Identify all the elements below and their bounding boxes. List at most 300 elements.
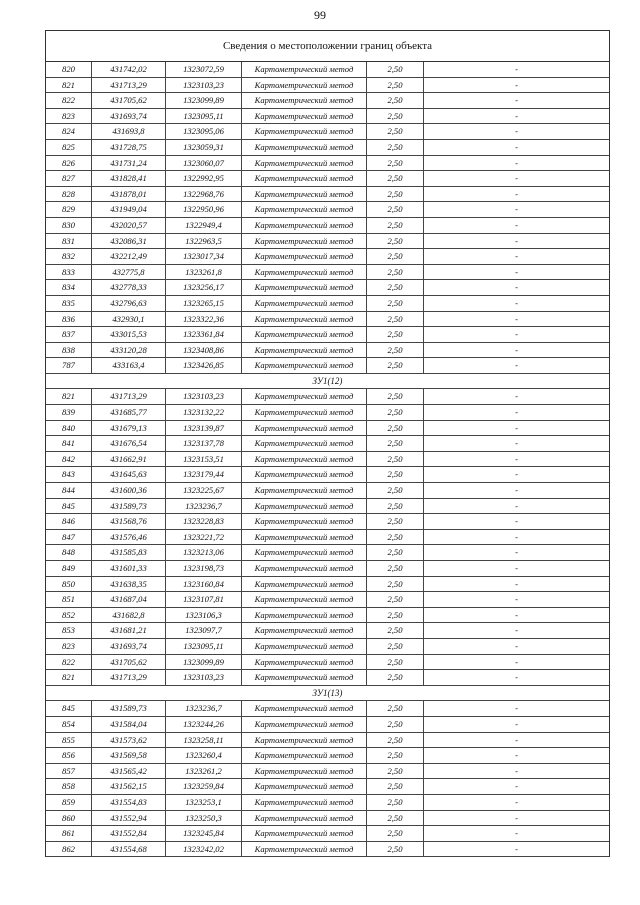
point-number-cell: 840 <box>46 421 92 436</box>
y-coordinate-cell: 1323017,34 <box>166 249 242 264</box>
x-coordinate-cell: 431693,8 <box>92 124 166 139</box>
x-coordinate-cell: 431584,04 <box>92 717 166 732</box>
description-cell: - <box>515 329 518 340</box>
y-coordinate-cell: 1323228,83 <box>166 514 242 529</box>
section-title: ЗУ1(13) <box>46 686 609 702</box>
accuracy-cell: 2,50 <box>367 187 424 202</box>
boundary-table <box>45 30 610 857</box>
table-row <box>46 405 609 421</box>
y-coordinate-cell: 1323107,81 <box>166 592 242 607</box>
point-number-cell: 821 <box>46 78 92 93</box>
x-coordinate-cell: 431565,42 <box>92 764 166 779</box>
description-cell: - <box>515 453 518 464</box>
point-number-cell: 830 <box>46 218 92 233</box>
description-cell: - <box>515 734 518 745</box>
y-coordinate-cell: 1323132,22 <box>166 405 242 420</box>
x-coordinate-cell: 431687,04 <box>92 592 166 607</box>
x-coordinate-cell: 432086,31 <box>92 234 166 249</box>
method-cell: Картометрический метод <box>242 826 367 841</box>
accuracy-cell: 2,50 <box>367 296 424 311</box>
method-cell: Картометрический метод <box>242 296 367 311</box>
x-coordinate-cell: 431682,8 <box>92 608 166 623</box>
table-row <box>46 842 609 858</box>
table-row <box>46 779 609 795</box>
table-row <box>46 343 609 359</box>
x-coordinate-cell: 431552,84 <box>92 826 166 841</box>
page-number: 99 <box>314 8 326 22</box>
y-coordinate-cell: 1323322,36 <box>166 312 242 327</box>
y-coordinate-cell: 1323242,02 <box>166 842 242 857</box>
y-coordinate-cell: 1323198,73 <box>166 561 242 576</box>
x-coordinate-cell: 431554,83 <box>92 795 166 810</box>
description-cell: - <box>515 126 518 137</box>
table-row <box>46 499 609 515</box>
method-cell: Картометрический метод <box>242 655 367 670</box>
x-coordinate-cell: 431949,04 <box>92 202 166 217</box>
y-coordinate-cell: 1323106,3 <box>166 608 242 623</box>
x-coordinate-cell: 431662,91 <box>92 452 166 467</box>
x-coordinate-cell: 431742,02 <box>92 62 166 77</box>
accuracy-cell: 2,50 <box>367 265 424 280</box>
description-cell: - <box>515 173 518 184</box>
description-cell: - <box>515 64 518 74</box>
point-number-cell: 827 <box>46 171 92 186</box>
point-number-cell: 854 <box>46 717 92 732</box>
description-cell: - <box>515 672 518 683</box>
table-row <box>46 655 609 671</box>
method-cell: Картометрический метод <box>242 545 367 560</box>
y-coordinate-cell: 1323160,84 <box>166 577 242 592</box>
accuracy-cell: 2,50 <box>367 327 424 342</box>
method-cell: Картометрический метод <box>242 748 367 763</box>
y-coordinate-cell: 1323408,86 <box>166 343 242 358</box>
point-number-cell: 858 <box>46 779 92 794</box>
description-cell: - <box>515 157 518 168</box>
table-row <box>46 701 609 717</box>
accuracy-cell: 2,50 <box>367 655 424 670</box>
description-cell: - <box>515 500 518 511</box>
description-cell: - <box>515 313 518 324</box>
description-cell: - <box>515 594 518 605</box>
y-coordinate-cell: 1323265,15 <box>166 296 242 311</box>
method-cell: Картометрический метод <box>242 405 367 420</box>
method-cell: Картометрический метод <box>242 187 367 202</box>
x-coordinate-cell: 432778,33 <box>92 280 166 295</box>
table-row <box>46 140 609 156</box>
table-row <box>46 639 609 655</box>
point-number-cell: 820 <box>46 62 92 77</box>
table-row <box>46 109 609 125</box>
description-cell: - <box>515 219 518 230</box>
x-coordinate-cell: 431568,76 <box>92 514 166 529</box>
point-number-cell: 831 <box>46 234 92 249</box>
x-coordinate-cell: 432020,57 <box>92 218 166 233</box>
method-cell: Картометрический метод <box>242 733 367 748</box>
description-cell: - <box>515 609 518 620</box>
accuracy-cell: 2,50 <box>367 202 424 217</box>
x-coordinate-cell: 431569,58 <box>92 748 166 763</box>
description-cell: - <box>515 438 518 449</box>
description-cell: - <box>515 204 518 215</box>
table-row <box>46 358 609 374</box>
x-coordinate-cell: 431693,74 <box>92 639 166 654</box>
x-coordinate-cell: 431685,77 <box>92 405 166 420</box>
method-cell: Картометрический метод <box>242 156 367 171</box>
description-cell: - <box>515 110 518 121</box>
point-number-cell: 847 <box>46 530 92 545</box>
method-cell: Картометрический метод <box>242 218 367 233</box>
point-number-cell: 860 <box>46 811 92 826</box>
table-row <box>46 467 609 483</box>
accuracy-cell: 2,50 <box>367 717 424 732</box>
point-number-cell: 824 <box>46 124 92 139</box>
description-cell: - <box>515 547 518 558</box>
method-cell: Картометрический метод <box>242 124 367 139</box>
table-row <box>46 202 609 218</box>
method-cell: Картометрический метод <box>242 234 367 249</box>
point-number-cell: 822 <box>46 93 92 108</box>
point-number-cell: 841 <box>46 436 92 451</box>
table-row <box>46 78 609 94</box>
point-number-cell: 829 <box>46 202 92 217</box>
accuracy-cell: 2,50 <box>367 280 424 295</box>
point-number-cell: 838 <box>46 343 92 358</box>
accuracy-cell: 2,50 <box>367 389 424 404</box>
y-coordinate-cell: 1323261,8 <box>166 265 242 280</box>
point-number-cell: 835 <box>46 296 92 311</box>
point-number-cell: 851 <box>46 592 92 607</box>
description-cell: - <box>515 812 518 823</box>
y-coordinate-cell: 1323103,23 <box>166 78 242 93</box>
x-coordinate-cell: 431878,01 <box>92 187 166 202</box>
y-coordinate-cell: 1322992,95 <box>166 171 242 186</box>
y-coordinate-cell: 1323225,67 <box>166 483 242 498</box>
point-number-cell: 826 <box>46 156 92 171</box>
table-row <box>46 249 609 265</box>
y-coordinate-cell: 1322949,4 <box>166 218 242 233</box>
table-row <box>46 623 609 639</box>
table-row <box>46 312 609 328</box>
accuracy-cell: 2,50 <box>367 545 424 560</box>
table-row <box>46 62 609 78</box>
y-coordinate-cell: 1323253,1 <box>166 795 242 810</box>
method-cell: Картометрический метод <box>242 343 367 358</box>
method-cell: Картометрический метод <box>242 670 367 685</box>
point-number-cell: 836 <box>46 312 92 327</box>
y-coordinate-cell: 1323179,44 <box>166 467 242 482</box>
accuracy-cell: 2,50 <box>367 592 424 607</box>
x-coordinate-cell: 433120,28 <box>92 343 166 358</box>
accuracy-cell: 2,50 <box>367 779 424 794</box>
y-coordinate-cell: 1323426,85 <box>166 358 242 373</box>
x-coordinate-cell: 431601,33 <box>92 561 166 576</box>
table-row <box>46 421 609 437</box>
accuracy-cell: 2,50 <box>367 483 424 498</box>
description-cell: - <box>515 718 518 729</box>
accuracy-cell: 2,50 <box>367 608 424 623</box>
description-cell: - <box>515 344 518 355</box>
table-row <box>46 218 609 234</box>
y-coordinate-cell: 1323153,51 <box>166 452 242 467</box>
x-coordinate-cell: 431645,63 <box>92 467 166 482</box>
table-row <box>46 826 609 842</box>
accuracy-cell: 2,50 <box>367 514 424 529</box>
table-row <box>46 171 609 187</box>
accuracy-cell: 2,50 <box>367 343 424 358</box>
method-cell: Картометрический метод <box>242 452 367 467</box>
point-number-cell: 856 <box>46 748 92 763</box>
description-cell: - <box>515 422 518 433</box>
point-number-cell: 845 <box>46 499 92 514</box>
method-cell: Картометрический метод <box>242 530 367 545</box>
y-coordinate-cell: 1323244,26 <box>166 717 242 732</box>
table-row <box>46 124 609 140</box>
accuracy-cell: 2,50 <box>367 811 424 826</box>
table-row <box>46 545 609 561</box>
table-row <box>46 436 609 452</box>
description-cell: - <box>515 297 518 308</box>
y-coordinate-cell: 1323260,4 <box>166 748 242 763</box>
description-cell: - <box>515 360 518 371</box>
x-coordinate-cell: 431638,35 <box>92 577 166 592</box>
point-number-cell: 828 <box>46 187 92 202</box>
point-number-cell: 861 <box>46 826 92 841</box>
point-number-cell: 787 <box>46 358 92 373</box>
point-number-cell: 843 <box>46 467 92 482</box>
method-cell: Картометрический метод <box>242 608 367 623</box>
x-coordinate-cell: 431731,24 <box>92 156 166 171</box>
point-number-cell: 823 <box>46 109 92 124</box>
x-coordinate-cell: 433015,53 <box>92 327 166 342</box>
table-row <box>46 156 609 172</box>
method-cell: Картометрический метод <box>242 842 367 857</box>
accuracy-cell: 2,50 <box>367 78 424 93</box>
accuracy-cell: 2,50 <box>367 249 424 264</box>
method-cell: Картометрический метод <box>242 795 367 810</box>
accuracy-cell: 2,50 <box>367 109 424 124</box>
x-coordinate-cell: 431828,41 <box>92 171 166 186</box>
accuracy-cell: 2,50 <box>367 140 424 155</box>
method-cell: Картометрический метод <box>242 389 367 404</box>
point-number-cell: 862 <box>46 842 92 857</box>
point-number-cell: 823 <box>46 639 92 654</box>
point-number-cell: 825 <box>46 140 92 155</box>
x-coordinate-cell: 431713,29 <box>92 78 166 93</box>
method-cell: Картометрический метод <box>242 779 367 794</box>
method-cell: Картометрический метод <box>242 514 367 529</box>
y-coordinate-cell: 1323261,2 <box>166 764 242 779</box>
method-cell: Картометрический метод <box>242 436 367 451</box>
x-coordinate-cell: 431562,15 <box>92 779 166 794</box>
table-row <box>46 577 609 593</box>
table-row <box>46 561 609 577</box>
y-coordinate-cell: 1323250,3 <box>166 811 242 826</box>
table-row <box>46 483 609 499</box>
x-coordinate-cell: 431676,54 <box>92 436 166 451</box>
method-cell: Картометрический метод <box>242 140 367 155</box>
y-coordinate-cell: 1323097,7 <box>166 623 242 638</box>
y-coordinate-cell: 1323060,07 <box>166 156 242 171</box>
table-row <box>46 452 609 468</box>
table-row <box>46 764 609 780</box>
y-coordinate-cell: 1323258,11 <box>166 733 242 748</box>
y-coordinate-cell: 1323059,31 <box>166 140 242 155</box>
method-cell: Картометрический метод <box>242 483 367 498</box>
accuracy-cell: 2,50 <box>367 218 424 233</box>
accuracy-cell: 2,50 <box>367 405 424 420</box>
table-row <box>46 795 609 811</box>
accuracy-cell: 2,50 <box>367 701 424 716</box>
method-cell: Картометрический метод <box>242 249 367 264</box>
method-cell: Картометрический метод <box>242 467 367 482</box>
description-cell: - <box>515 828 518 839</box>
description-cell: - <box>515 656 518 667</box>
accuracy-cell: 2,50 <box>367 156 424 171</box>
accuracy-cell: 2,50 <box>367 93 424 108</box>
description-cell: - <box>515 391 518 402</box>
x-coordinate-cell: 432212,49 <box>92 249 166 264</box>
y-coordinate-cell: 1323072,59 <box>166 62 242 77</box>
description-cell: - <box>515 781 518 792</box>
accuracy-cell: 2,50 <box>367 577 424 592</box>
table-body <box>46 62 609 857</box>
method-cell: Картометрический метод <box>242 280 367 295</box>
y-coordinate-cell: 1323259,84 <box>166 779 242 794</box>
point-number-cell: 833 <box>46 265 92 280</box>
description-cell: - <box>515 251 518 262</box>
x-coordinate-cell: 431600,36 <box>92 483 166 498</box>
table-row <box>46 265 609 281</box>
accuracy-cell: 2,50 <box>367 670 424 685</box>
method-cell: Картометрический метод <box>242 265 367 280</box>
y-coordinate-cell: 1323095,11 <box>166 109 242 124</box>
accuracy-cell: 2,50 <box>367 639 424 654</box>
x-coordinate-cell: 433163,4 <box>92 358 166 373</box>
y-coordinate-cell: 1323099,89 <box>166 93 242 108</box>
x-coordinate-cell: 432775,8 <box>92 265 166 280</box>
method-cell: Картометрический метод <box>242 592 367 607</box>
description-cell: - <box>515 79 518 90</box>
method-cell: Картометрический метод <box>242 358 367 373</box>
x-coordinate-cell: 432796,63 <box>92 296 166 311</box>
table-row <box>46 389 609 405</box>
point-number-cell: 842 <box>46 452 92 467</box>
point-number-cell: 859 <box>46 795 92 810</box>
y-coordinate-cell: 1323236,7 <box>166 701 242 716</box>
x-coordinate-cell: 431589,73 <box>92 499 166 514</box>
description-cell: - <box>515 516 518 527</box>
y-coordinate-cell: 1322950,96 <box>166 202 242 217</box>
y-coordinate-cell: 1323103,23 <box>166 670 242 685</box>
description-cell: - <box>515 485 518 496</box>
description-cell: - <box>515 765 518 776</box>
point-number-cell: 857 <box>46 764 92 779</box>
point-number-cell: 845 <box>46 701 92 716</box>
x-coordinate-cell: 431713,29 <box>92 389 166 404</box>
y-coordinate-cell: 1323256,17 <box>166 280 242 295</box>
point-number-cell: 834 <box>46 280 92 295</box>
accuracy-cell: 2,50 <box>367 842 424 857</box>
table-title: Сведения о местоположении границ объекта <box>46 31 609 62</box>
method-cell: Картометрический метод <box>242 62 367 77</box>
point-number-cell: 848 <box>46 545 92 560</box>
y-coordinate-cell: 1323236,7 <box>166 499 242 514</box>
accuracy-cell: 2,50 <box>367 436 424 451</box>
y-coordinate-cell: 1323095,06 <box>166 124 242 139</box>
y-coordinate-cell: 1322968,76 <box>166 187 242 202</box>
accuracy-cell: 2,50 <box>367 62 424 77</box>
description-cell: - <box>515 843 518 854</box>
y-coordinate-cell: 1323139,87 <box>166 421 242 436</box>
method-cell: Картометрический метод <box>242 327 367 342</box>
x-coordinate-cell: 431681,21 <box>92 623 166 638</box>
table-row <box>46 234 609 250</box>
accuracy-cell: 2,50 <box>367 764 424 779</box>
table-row <box>46 608 609 624</box>
method-cell: Картометрический метод <box>242 421 367 436</box>
accuracy-cell: 2,50 <box>367 530 424 545</box>
table-row <box>46 733 609 749</box>
x-coordinate-cell: 431705,62 <box>92 655 166 670</box>
method-cell: Картометрический метод <box>242 93 367 108</box>
x-coordinate-cell: 431576,46 <box>92 530 166 545</box>
x-coordinate-cell: 431728,75 <box>92 140 166 155</box>
description-cell: - <box>515 188 518 199</box>
accuracy-cell: 2,50 <box>367 467 424 482</box>
y-coordinate-cell: 1323099,89 <box>166 655 242 670</box>
x-coordinate-cell: 431573,62 <box>92 733 166 748</box>
accuracy-cell: 2,50 <box>367 748 424 763</box>
accuracy-cell: 2,50 <box>367 421 424 436</box>
table-row <box>46 592 609 608</box>
accuracy-cell: 2,50 <box>367 499 424 514</box>
method-cell: Картометрический метод <box>242 623 367 638</box>
description-cell: - <box>515 407 518 418</box>
accuracy-cell: 2,50 <box>367 795 424 810</box>
table-row <box>46 327 609 343</box>
point-number-cell: 852 <box>46 608 92 623</box>
method-cell: Картометрический метод <box>242 561 367 576</box>
accuracy-cell: 2,50 <box>367 623 424 638</box>
point-number-cell: 832 <box>46 249 92 264</box>
method-cell: Картометрический метод <box>242 499 367 514</box>
point-number-cell: 822 <box>46 655 92 670</box>
point-number-cell: 837 <box>46 327 92 342</box>
point-number-cell: 850 <box>46 577 92 592</box>
table-row <box>46 530 609 546</box>
y-coordinate-cell: 1323361,84 <box>166 327 242 342</box>
point-number-cell: 821 <box>46 389 92 404</box>
accuracy-cell: 2,50 <box>367 452 424 467</box>
y-coordinate-cell: 1323213,06 <box>166 545 242 560</box>
table-row <box>46 717 609 733</box>
table-row <box>46 93 609 109</box>
table-row <box>46 187 609 203</box>
point-number-cell: 844 <box>46 483 92 498</box>
accuracy-cell: 2,50 <box>367 234 424 249</box>
method-cell: Картометрический метод <box>242 109 367 124</box>
method-cell: Картометрический метод <box>242 78 367 93</box>
accuracy-cell: 2,50 <box>367 733 424 748</box>
point-number-cell: 839 <box>46 405 92 420</box>
x-coordinate-cell: 431554,68 <box>92 842 166 857</box>
description-cell: - <box>515 796 518 807</box>
description-cell: - <box>515 703 518 714</box>
x-coordinate-cell: 432930,1 <box>92 312 166 327</box>
description-cell: - <box>515 531 518 542</box>
accuracy-cell: 2,50 <box>367 171 424 186</box>
accuracy-cell: 2,50 <box>367 561 424 576</box>
